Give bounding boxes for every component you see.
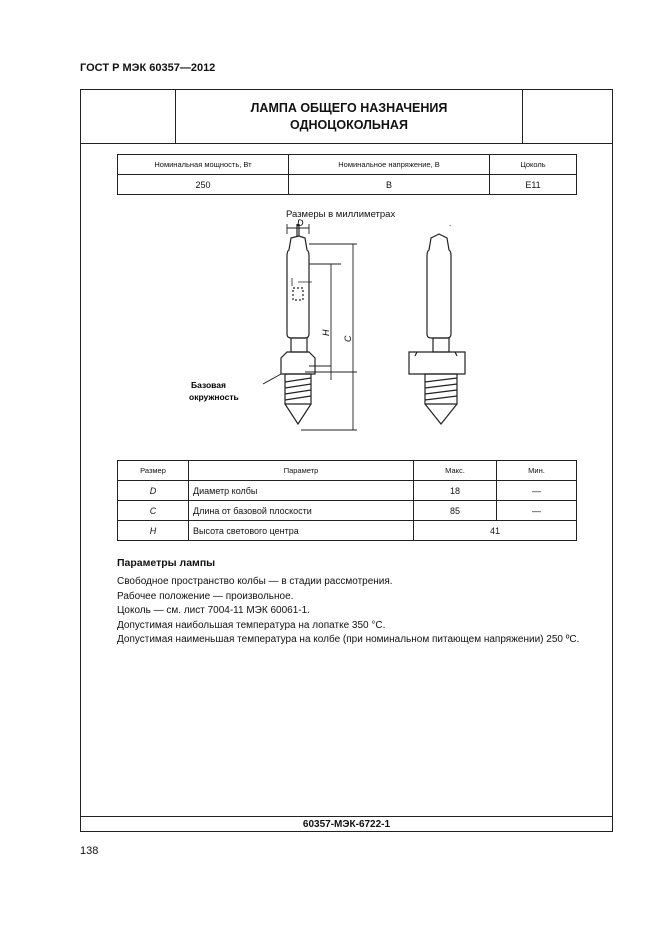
header-size: Размер — [118, 461, 189, 481]
title-row — [81, 90, 612, 144]
row-param: Диаметр колбы — [189, 481, 414, 501]
dim-label-d: D — [297, 218, 304, 228]
lamp-bulb-left — [287, 236, 309, 338]
page-number: 138 — [80, 845, 99, 857]
stray-dot: . — [449, 219, 452, 228]
value-voltage: В — [289, 175, 490, 195]
row-min: — — [497, 501, 577, 521]
row-param: Высота светового центра — [189, 521, 414, 541]
header-voltage: Номинальное напряжение, В — [289, 155, 490, 175]
lamp-rating-table — [117, 154, 577, 195]
base-plane-label-1: Базовая — [191, 380, 226, 390]
value-base: E11 — [490, 175, 577, 195]
header-base: Цоколь — [490, 155, 577, 175]
lamp-neck-left — [291, 338, 307, 352]
table-row — [118, 481, 577, 501]
header-max: Макс. — [414, 461, 497, 481]
base-plane-label-2: окружность — [189, 392, 239, 402]
row-value: 41 — [414, 521, 577, 541]
header-min: Мин. — [497, 461, 577, 481]
sheet-footer: 60357-МЭК-6722-1 — [81, 816, 612, 833]
figure-caption: Размеры в миллиметрах — [286, 209, 396, 220]
params-line: Допустимая наименьшая температура на колбе (при номинальном питающем напряжении) 250 ºС. — [117, 634, 580, 645]
table-row — [118, 521, 577, 541]
row-size: D — [118, 481, 189, 501]
standard-header: ГОСТ Р МЭК 60357—2012 — [80, 62, 216, 74]
title-line-1: ЛАМПА ОБЩЕГО НАЗНАЧЕНИЯ — [250, 100, 448, 115]
row-max: 18 — [414, 481, 497, 501]
title-line-2: ОДНОЦОКОЛЬНАЯ — [290, 117, 408, 132]
lamp-bulb-right — [427, 234, 451, 338]
row-size: H — [118, 521, 189, 541]
dim-label-c: C — [343, 335, 353, 342]
header-param: Параметр — [189, 461, 414, 481]
lamp-collar-left — [281, 352, 315, 374]
row-size: C — [118, 501, 189, 521]
table-row — [118, 501, 577, 521]
row-param: Длина от базовой плоскости — [189, 501, 414, 521]
sheet-title — [175, 90, 523, 143]
params-heading: Параметры лампы — [117, 557, 216, 569]
lamp-screw-left — [285, 374, 311, 404]
dim-label-h: H — [321, 329, 331, 336]
lamp-drawing — [181, 216, 511, 454]
params-list — [117, 575, 579, 648]
value-power: 250 — [118, 175, 289, 195]
lamp-tip-left — [285, 404, 311, 424]
params-line: Допустимая наибольшая температура на лопатке 350 °С. — [117, 619, 386, 631]
sheet-frame — [80, 89, 613, 832]
row-min: — — [497, 481, 577, 501]
params-line: Свободное пространство колбы — в стадии рассмотрения. — [117, 576, 393, 587]
row-max: 85 — [414, 501, 497, 521]
header-power: Номинальная мощность, Вт — [118, 155, 289, 175]
params-line: Рабочее положение — произвольное. — [117, 590, 294, 602]
params-line: Цоколь — см. лист 7004-11 МЭК 60061-1. — [117, 605, 310, 616]
dimensions-table — [117, 460, 577, 541]
